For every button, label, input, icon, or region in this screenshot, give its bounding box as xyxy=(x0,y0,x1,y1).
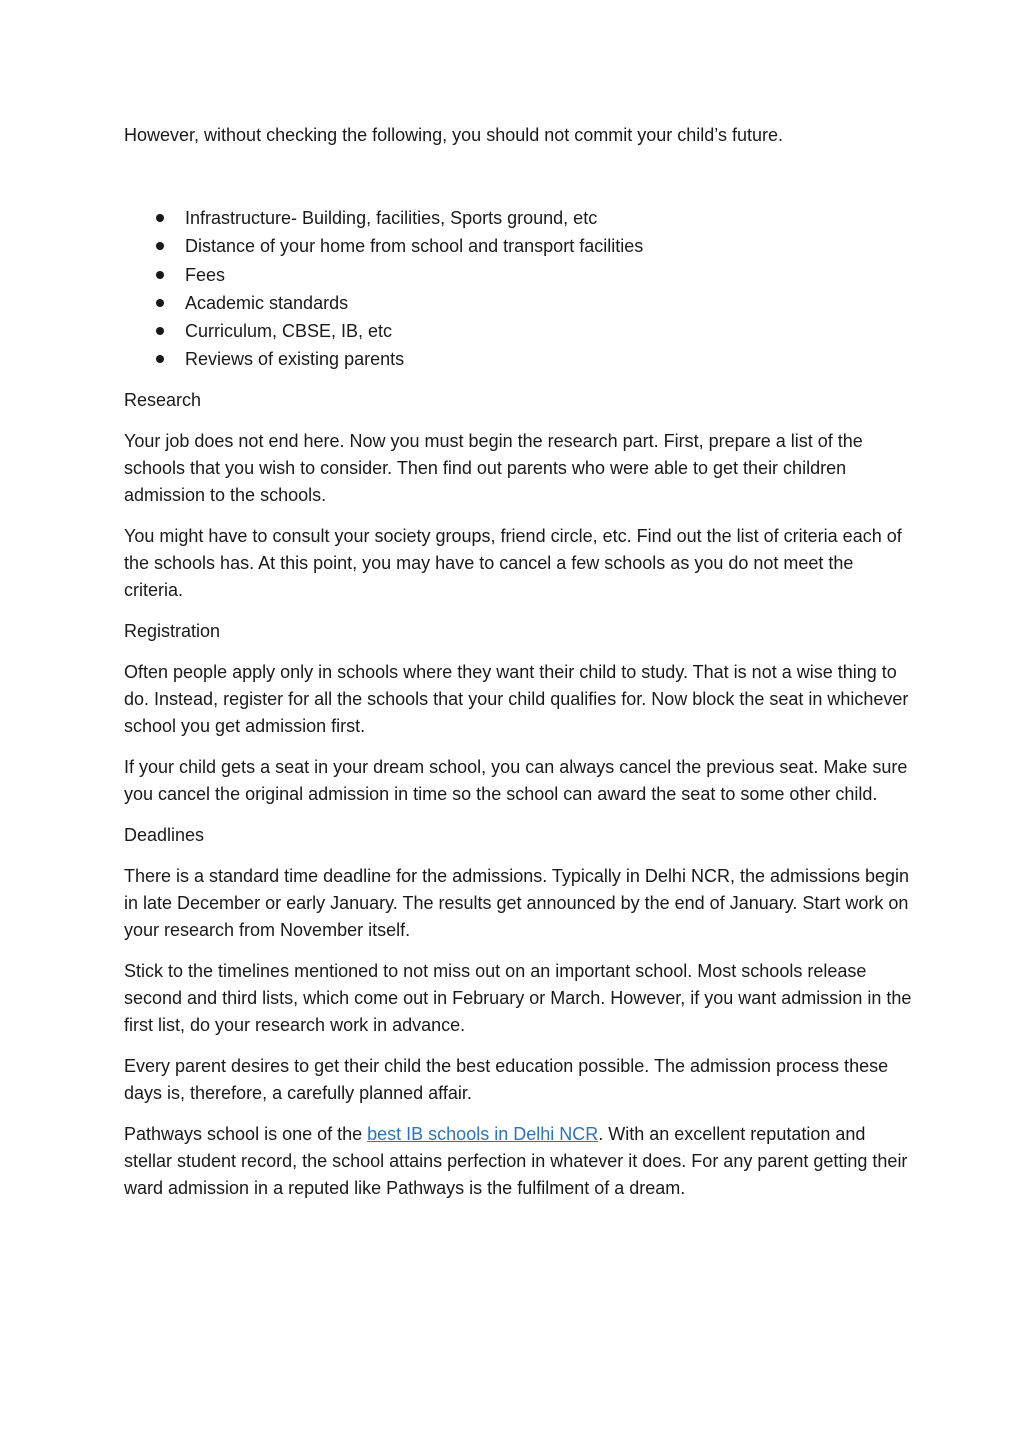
list-item-text: Academic standards xyxy=(185,292,349,313)
closing-text-before-link: Pathways school is one of the xyxy=(124,1123,368,1144)
list-item xyxy=(124,204,914,232)
intro-paragraph: However, without checking the following, you should not commit your child’s future. xyxy=(124,125,784,145)
list-item xyxy=(124,261,914,289)
list-item-text: Fees xyxy=(185,264,226,285)
research-heading: Research xyxy=(124,389,202,410)
registration-paragraph-2: If your child gets a seat in your dream school, you can always cancel the previous seat. Make sure you cancel the original admission in time so the school can award the seat to some other child. xyxy=(124,756,908,804)
registration-heading: Registration xyxy=(124,620,221,641)
best-ib-schools-link[interactable]: best IB schools in Delhi NCR xyxy=(367,1123,599,1144)
research-paragraph-1: Your job does not end here. Now you must begin the research part. First, prepare a list of the schools that you wish to consider. Then find out parents who were able to get their children admission to the schools. xyxy=(124,430,863,505)
document-page xyxy=(124,122,914,1216)
list-item-text: Infrastructure- Building, facilities, Sports ground, etc xyxy=(185,208,598,228)
list-item xyxy=(124,345,914,373)
bullet-icon xyxy=(156,327,164,335)
research-paragraph-2: You might have to consult your society groups, friend circle, etc. Find out the list of criteria each of the schools has. At this point, you may have to cancel a few schools as you do not meet the criteria. xyxy=(124,525,902,600)
closing-text-after-link: . With an excellent reputation and stellar student record, the school attains perfection in whatever it does. For any parent getting their ward admission in a reputed like Pathways is the fulfilment of a dream. xyxy=(124,1123,908,1198)
list-item-text: Reviews of existing parents xyxy=(185,349,405,370)
deadlines-paragraph-2: Stick to the timelines mentioned to not miss out on an important school. Most schools release second and third lists, which come out in February or March. However, if you want admission in the first list, do your research work in advance. xyxy=(124,960,912,1035)
closing-paragraph xyxy=(124,1121,914,1202)
list-item-text: Curriculum, CBSE, IB, etc xyxy=(185,321,393,342)
list-item xyxy=(124,289,914,317)
list-item-text: Distance of your home from school and transport facilities xyxy=(185,236,644,257)
bullet-icon xyxy=(156,299,164,307)
list-item xyxy=(124,317,914,345)
bullet-icon xyxy=(156,214,164,222)
bullet-icon xyxy=(156,242,164,250)
bullet-icon xyxy=(156,355,164,363)
deadlines-paragraph-3: Every parent desires to get their child the best education possible. The admission process these days is, therefore, a carefully planned affair. xyxy=(124,1055,889,1103)
registration-paragraph-1: Often people apply only in schools where they want their child to study. That is not a wise thing to do. Instead, register for all the schools that your child qualifies for. Now block the seat in whichever school you get admission first. xyxy=(124,661,909,736)
bullet-icon xyxy=(156,271,164,279)
checklist xyxy=(124,204,914,374)
deadlines-paragraph-1: There is a standard time deadline for the admissions. Typically in Delhi NCR, the admissions begin in late December or early January. The results get announced by the end of January. Start work on your research from November itself. xyxy=(124,865,910,940)
list-item xyxy=(124,232,914,260)
deadlines-heading: Deadlines xyxy=(124,824,205,845)
